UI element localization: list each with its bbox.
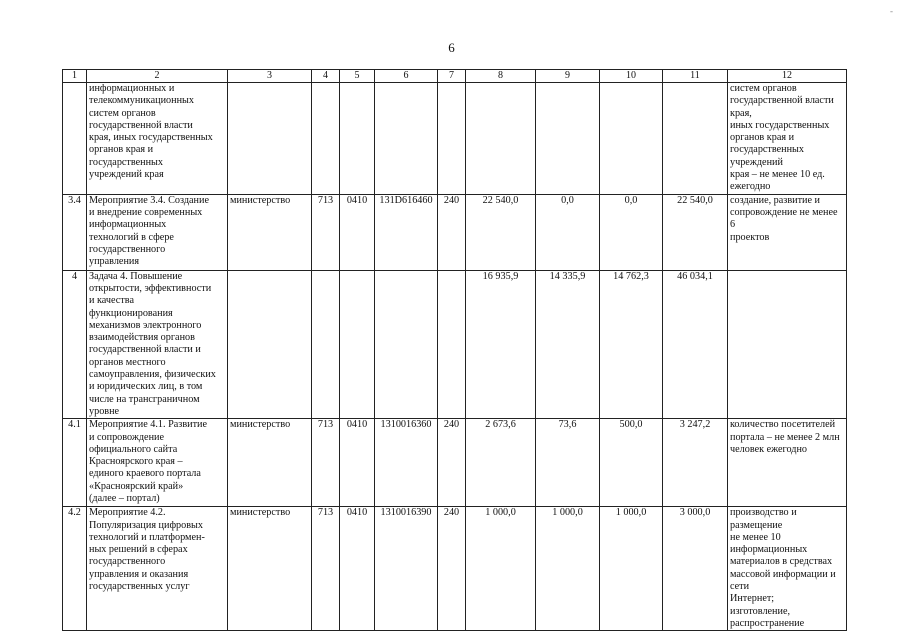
cell-csr: 131D616460: [375, 194, 438, 270]
cell-rzpr: 0410: [340, 194, 375, 270]
cell-result: систем органов государственной власти края, иных государственных органов края и государственных учреждений края – не менее 10 ед. ежегодно: [728, 83, 847, 195]
table-row: [63, 419, 847, 507]
cell-result: производство и размещение не менее 10 информационных материалов в средствах массовой информации и сети Интернет; изготовление, распространение: [728, 507, 847, 631]
table-row: [63, 270, 847, 419]
cell-total: 46 034,1: [663, 270, 728, 419]
cell-year2: 0,0: [536, 194, 600, 270]
cell-name: Мероприятие 4.2. Популяризация цифровых технологий и платформен- ных решений в сферах государственного управления и оказания государственных услуг: [87, 507, 228, 631]
cell-rzpr: [340, 270, 375, 419]
cell-name: Мероприятие 4.1. Развитие и сопровождение официального сайта Красноярского края – единого краевого портала «Красноярский край» (далее – портал): [87, 419, 228, 507]
cell-executor: министерство: [228, 419, 312, 507]
cell-year1: 16 935,9: [466, 270, 536, 419]
cell-vr: 240: [438, 194, 466, 270]
cell-num: 4.2: [63, 507, 87, 631]
cell-name: Мероприятие 3.4. Создание и внедрение современных информационных технологий в сфере государственного управления: [87, 194, 228, 270]
cell-grbs: [312, 83, 340, 195]
cell-year1: 2 673,6: [466, 419, 536, 507]
cell-num: 4: [63, 270, 87, 419]
cell-year3: 14 762,3: [600, 270, 663, 419]
cell-year3: 0,0: [600, 194, 663, 270]
cell-executor: министерство: [228, 507, 312, 631]
cell-year1: 22 540,0: [466, 194, 536, 270]
header-cell: 4: [312, 70, 340, 83]
cell-result: [728, 270, 847, 419]
cell-vr: [438, 83, 466, 195]
cell-year1: 1 000,0: [466, 507, 536, 631]
cell-year3: 500,0: [600, 419, 663, 507]
table-row: [63, 83, 847, 195]
cell-executor: [228, 270, 312, 419]
program-table: [62, 69, 847, 631]
cell-grbs: 713: [312, 419, 340, 507]
page-number: 6: [448, 40, 455, 55]
cell-rzpr: 0410: [340, 419, 375, 507]
header-cell: 2: [87, 70, 228, 83]
header-cell: 3: [228, 70, 312, 83]
header-cell: 6: [375, 70, 438, 83]
header-cell: 12: [728, 70, 847, 83]
table-row: [63, 507, 847, 631]
cell-csr: 1310016390: [375, 507, 438, 631]
cell-year3: 1 000,0: [600, 507, 663, 631]
cell-executor: министерство: [228, 194, 312, 270]
cell-total: [663, 83, 728, 195]
cell-year2: 73,6: [536, 419, 600, 507]
header-cell: 5: [340, 70, 375, 83]
header-cell: 9: [536, 70, 600, 83]
cell-num: 4.1: [63, 419, 87, 507]
cell-grbs: [312, 270, 340, 419]
corner-mark: -: [890, 6, 893, 16]
cell-total: 3 247,2: [663, 419, 728, 507]
cell-vr: 240: [438, 419, 466, 507]
cell-result: создание, развитие и сопровождение не менее 6 проектов: [728, 194, 847, 270]
cell-result: количество посетителей портала – не менее 2 млн человек ежегодно: [728, 419, 847, 507]
cell-csr: [375, 270, 438, 419]
cell-vr: [438, 270, 466, 419]
cell-rzpr: [340, 83, 375, 195]
cell-grbs: 713: [312, 194, 340, 270]
cell-name: Задача 4. Повышение открытости, эффективности и качества функционирования механизмов электронного взаимодействия органов государственной власти и органов местного самоуправления, физических и юридических лиц, в том числе на трансграничном уровне: [87, 270, 228, 419]
cell-rzpr: 0410: [340, 507, 375, 631]
cell-num: 3.4: [63, 194, 87, 270]
cell-total: 3 000,0: [663, 507, 728, 631]
header-cell: 8: [466, 70, 536, 83]
header-row: [63, 70, 847, 83]
cell-name: информационных и телекоммуникационных систем органов государственной власти края, иных государственных органов края и государственных учреждений края: [87, 83, 228, 195]
table-row: [63, 194, 847, 270]
cell-year2: 1 000,0: [536, 507, 600, 631]
cell-csr: 1310016360: [375, 419, 438, 507]
cell-grbs: 713: [312, 507, 340, 631]
cell-num: [63, 83, 87, 195]
cell-total: 22 540,0: [663, 194, 728, 270]
cell-year2: [536, 83, 600, 195]
header-cell: 11: [663, 70, 728, 83]
cell-csr: [375, 83, 438, 195]
cell-year3: [600, 83, 663, 195]
cell-executor: [228, 83, 312, 195]
cell-vr: 240: [438, 507, 466, 631]
header-cell: 1: [63, 70, 87, 83]
header-cell: 10: [600, 70, 663, 83]
cell-year2: 14 335,9: [536, 270, 600, 419]
cell-year1: [466, 83, 536, 195]
header-cell: 7: [438, 70, 466, 83]
